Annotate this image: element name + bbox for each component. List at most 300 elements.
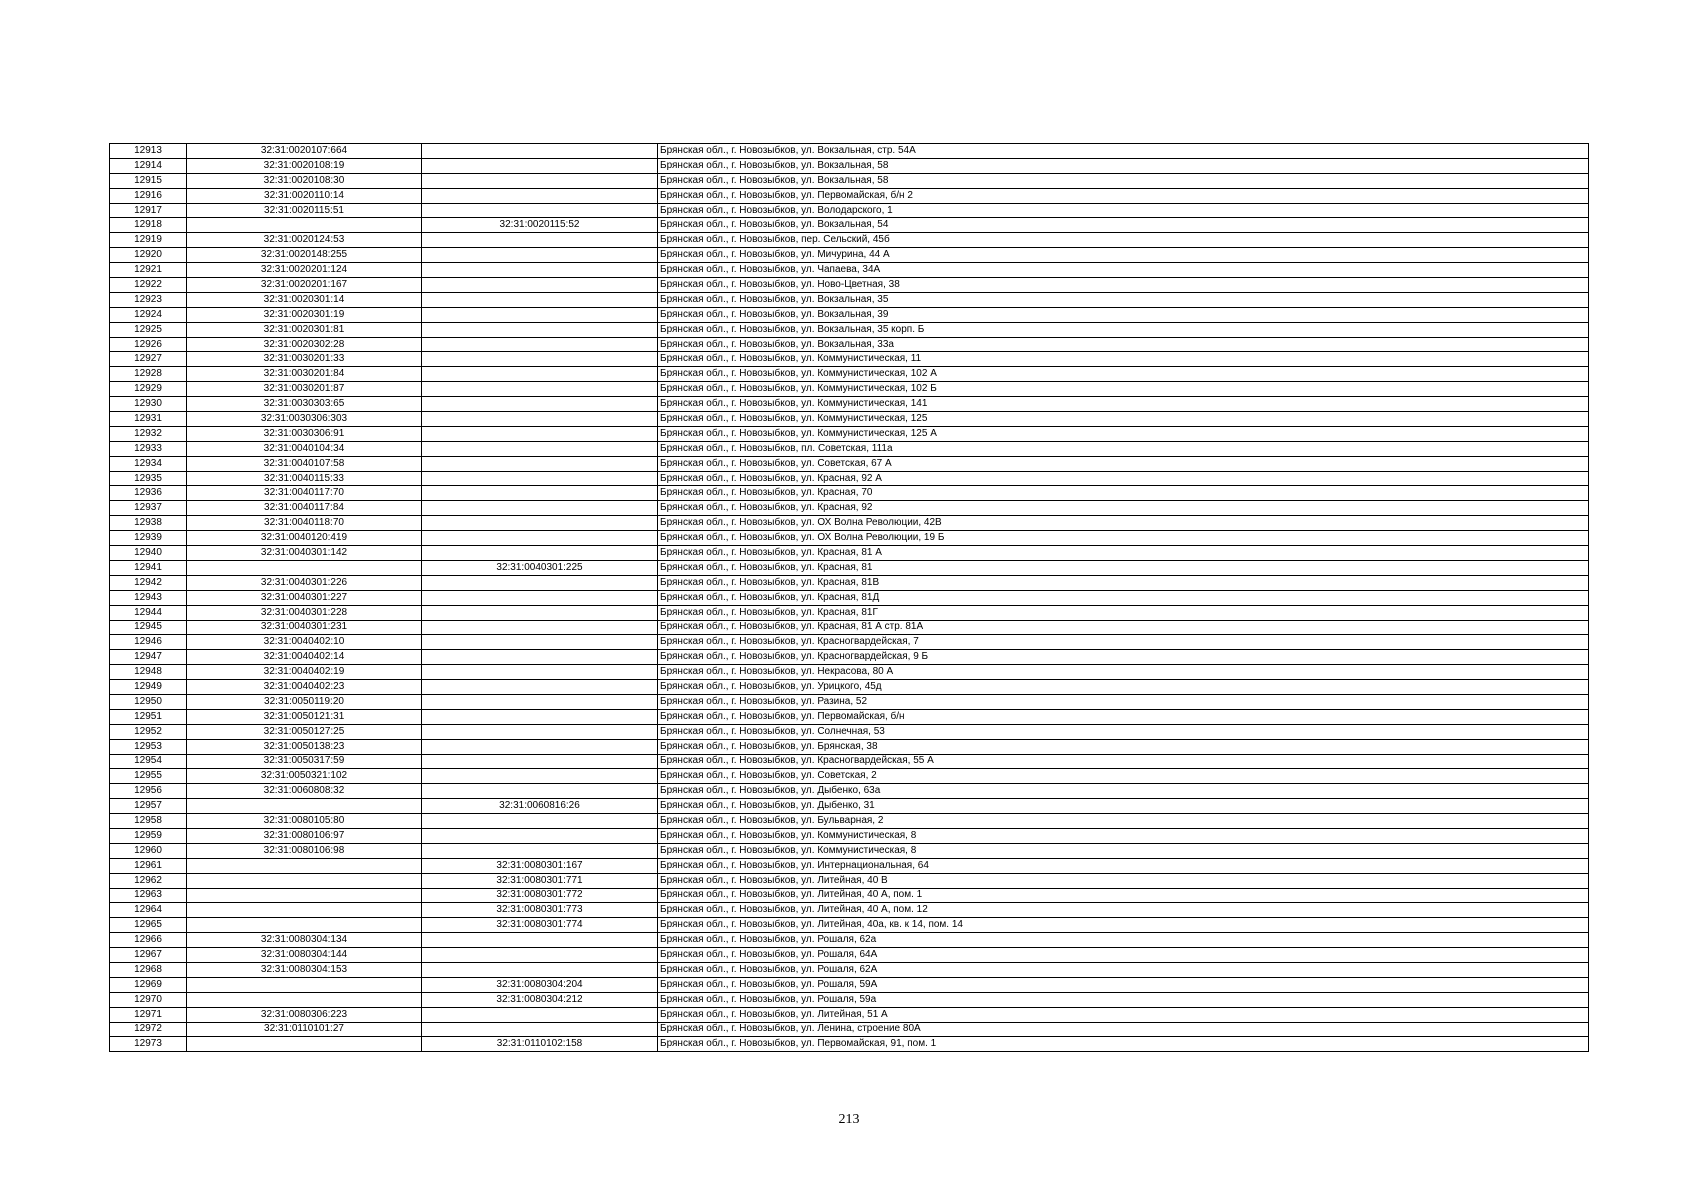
table-row [110, 397, 1589, 412]
row-number-cell: 12918 [110, 218, 187, 233]
address-cell: Брянская обл., г. Новозыбков, ул. Литейная, 40 А, пом. 1 [658, 888, 1589, 903]
cadastral-number-alt-cell [422, 739, 658, 754]
cadastral-number-alt-cell [422, 590, 658, 605]
table-row [110, 590, 1589, 605]
table-row [110, 292, 1589, 307]
table-row [110, 307, 1589, 322]
row-number-cell: 12959 [110, 828, 187, 843]
address-cell: Брянская обл., г. Новозыбков, ул. Дыбенко, 31 [658, 799, 1589, 814]
address-cell: Брянская обл., г. Новозыбков, ул. Рошаля, 59А [658, 977, 1589, 992]
row-number-cell: 12942 [110, 575, 187, 590]
table-row [110, 605, 1589, 620]
cadastral-number-alt-cell [422, 307, 658, 322]
row-number-cell: 12969 [110, 977, 187, 992]
address-cell: Брянская обл., г. Новозыбков, ул. Советская, 67 А [658, 456, 1589, 471]
cadastral-number-cell: 32:31:0080106:97 [187, 828, 422, 843]
table-row [110, 828, 1589, 843]
cadastral-number-alt-cell [422, 397, 658, 412]
address-cell: Брянская обл., г. Новозыбков, ул. Чапаева, 34А [658, 263, 1589, 278]
address-cell: Брянская обл., г. Новозыбков, ул. Коммунистическая, 8 [658, 843, 1589, 858]
address-cell: Брянская обл., г. Новозыбков, ул. Красногвардейская, 7 [658, 635, 1589, 650]
cadastral-number-alt-cell [422, 784, 658, 799]
row-number-cell: 12929 [110, 382, 187, 397]
cadastral-number-cell: 32:31:0110101:27 [187, 1022, 422, 1037]
address-cell: Брянская обл., г. Новозыбков, ул. Коммунистическая, 8 [658, 828, 1589, 843]
cadastral-number-cell: 32:31:0040301:227 [187, 590, 422, 605]
row-number-cell: 12922 [110, 278, 187, 293]
cadastral-number-cell: 32:31:0040402:23 [187, 680, 422, 695]
table-row [110, 1037, 1589, 1052]
cadastral-number-alt-cell [422, 694, 658, 709]
row-number-cell: 12943 [110, 590, 187, 605]
address-cell: Брянская обл., г. Новозыбков, ул. Дыбенко, 63а [658, 784, 1589, 799]
table-row [110, 278, 1589, 293]
cadastral-number-alt-cell [422, 665, 658, 680]
row-number-cell: 12935 [110, 471, 187, 486]
cadastral-number-cell: 32:31:0080304:144 [187, 948, 422, 963]
cadastral-number-cell [187, 903, 422, 918]
table-row [110, 933, 1589, 948]
row-number-cell: 12970 [110, 992, 187, 1007]
cadastral-number-cell: 32:31:0020201:124 [187, 263, 422, 278]
address-cell: Брянская обл., г. Новозыбков, ул. Володарского, 1 [658, 203, 1589, 218]
cadastral-number-cell [187, 218, 422, 233]
row-number-cell: 12972 [110, 1022, 187, 1037]
table-row [110, 337, 1589, 352]
cadastral-number-cell: 32:31:0050127:25 [187, 724, 422, 739]
cadastral-number-cell: 32:31:0020302:28 [187, 337, 422, 352]
cadastral-number-cell: 32:31:0040104:34 [187, 441, 422, 456]
row-number-cell: 12964 [110, 903, 187, 918]
address-cell: Брянская обл., г. Новозыбков, ул. Литейная, 40 А, пом. 12 [658, 903, 1589, 918]
cadastral-number-alt-cell: 32:31:0080304:212 [422, 992, 658, 1007]
cadastral-number-alt-cell [422, 173, 658, 188]
cadastral-number-cell [187, 560, 422, 575]
cadastral-number-alt-cell [422, 367, 658, 382]
table-row [110, 441, 1589, 456]
cadastral-number-alt-cell [422, 546, 658, 561]
table-row [110, 918, 1589, 933]
table-row [110, 903, 1589, 918]
address-cell: Брянская обл., г. Новозыбков, ул. Ленина, строение 80А [658, 1022, 1589, 1037]
address-cell: Брянская обл., г. Новозыбков, ул. ОХ Волна Революции, 42В [658, 516, 1589, 531]
address-cell: Брянская обл., г. Новозыбков, ул. Коммунистическая, 102 А [658, 367, 1589, 382]
address-cell: Брянская обл., г. Новозыбков, ул. Вокзальная, 35 [658, 292, 1589, 307]
address-cell: Брянская обл., г. Новозыбков, пер. Сельский, 45б [658, 233, 1589, 248]
table-row [110, 799, 1589, 814]
cadastral-number-alt-cell [422, 575, 658, 590]
cadastral-number-cell: 32:31:0020201:167 [187, 278, 422, 293]
row-number-cell: 12968 [110, 962, 187, 977]
address-cell: Брянская обл., г. Новозыбков, ул. Литейная, 40 В [658, 873, 1589, 888]
address-cell: Брянская обл., г. Новозыбков, ул. Интернациональная, 64 [658, 858, 1589, 873]
cadastral-number-cell [187, 799, 422, 814]
address-cell: Брянская обл., г. Новозыбков, ул. Ново-Цветная, 38 [658, 278, 1589, 293]
row-number-cell: 12966 [110, 933, 187, 948]
table-row [110, 501, 1589, 516]
cadastral-number-alt-cell [422, 248, 658, 263]
cadastral-number-alt-cell [422, 754, 658, 769]
table-row [110, 977, 1589, 992]
row-number-cell: 12930 [110, 397, 187, 412]
address-cell: Брянская обл., г. Новозыбков, ул. Красная, 81Д [658, 590, 1589, 605]
address-cell: Брянская обл., г. Новозыбков, ул. Первомайская, 91, пом. 1 [658, 1037, 1589, 1052]
cadastral-number-cell [187, 858, 422, 873]
cadastral-number-cell: 32:31:0040117:84 [187, 501, 422, 516]
address-cell: Брянская обл., г. Новозыбков, ул. Первомайская, б/н [658, 709, 1589, 724]
cadastral-number-cell: 32:31:0030303:65 [187, 397, 422, 412]
cadastral-number-alt-cell [422, 962, 658, 977]
cadastral-number-cell: 32:31:0030201:84 [187, 367, 422, 382]
cadastral-number-alt-cell [422, 1007, 658, 1022]
address-cell: Брянская обл., г. Новозыбков, ул. Литейная, 40а, кв. к 14, пом. 14 [658, 918, 1589, 933]
row-number-cell: 12958 [110, 814, 187, 829]
table-row [110, 620, 1589, 635]
cadastral-number-cell: 32:31:0040117:70 [187, 486, 422, 501]
page-number: 213 [838, 1112, 860, 1127]
table-row [110, 367, 1589, 382]
cadastral-number-alt-cell [422, 843, 658, 858]
cadastral-number-alt-cell: 32:31:0060816:26 [422, 799, 658, 814]
row-number-cell: 12949 [110, 680, 187, 695]
row-number-cell: 12952 [110, 724, 187, 739]
cadastral-number-cell: 32:31:0040402:14 [187, 650, 422, 665]
table-row [110, 858, 1589, 873]
cadastral-number-alt-cell [422, 203, 658, 218]
table-row [110, 188, 1589, 203]
address-cell: Брянская обл., г. Новозыбков, ул. Красная, 92 А [658, 471, 1589, 486]
cadastral-number-cell: 32:31:0030201:33 [187, 352, 422, 367]
table-row [110, 992, 1589, 1007]
cadastral-number-cell: 32:31:0020148:255 [187, 248, 422, 263]
address-cell: Брянская обл., г. Новозыбков, ул. Вокзальная, 33а [658, 337, 1589, 352]
cadastral-number-cell [187, 918, 422, 933]
cadastral-number-alt-cell: 32:31:0080301:167 [422, 858, 658, 873]
table-row [110, 412, 1589, 427]
cadastral-number-alt-cell [422, 933, 658, 948]
cadastral-number-cell: 32:31:0020108:19 [187, 158, 422, 173]
address-cell: Брянская обл., г. Новозыбков, ул. Коммунистическая, 141 [658, 397, 1589, 412]
row-number-cell: 12934 [110, 456, 187, 471]
cadastral-number-cell: 32:31:0020115:51 [187, 203, 422, 218]
cadastral-number-cell: 32:31:0050119:20 [187, 694, 422, 709]
address-cell: Брянская обл., г. Новозыбков, ул. Рошаля, 62а [658, 933, 1589, 948]
row-number-cell: 12941 [110, 560, 187, 575]
cadastral-number-alt-cell [422, 412, 658, 427]
cadastral-number-cell: 32:31:0020124:53 [187, 233, 422, 248]
table-row [110, 635, 1589, 650]
row-number-cell: 12924 [110, 307, 187, 322]
address-cell: Брянская обл., г. Новозыбков, ул. Красная, 81 А стр. 81А [658, 620, 1589, 635]
table-row [110, 888, 1589, 903]
address-cell: Брянская обл., г. Новозыбков, ул. Коммунистическая, 125 [658, 412, 1589, 427]
row-number-cell: 12928 [110, 367, 187, 382]
cadastral-number-alt-cell [422, 516, 658, 531]
address-cell: Брянская обл., г. Новозыбков, ул. Вокзальная, 54 [658, 218, 1589, 233]
row-number-cell: 12971 [110, 1007, 187, 1022]
row-number-cell: 12913 [110, 144, 187, 159]
cadastral-number-alt-cell [422, 709, 658, 724]
row-number-cell: 12963 [110, 888, 187, 903]
cadastral-number-cell: 32:31:0040115:33 [187, 471, 422, 486]
address-cell: Брянская обл., г. Новозыбков, ул. Рошаля, 62А [658, 962, 1589, 977]
row-number-cell: 12919 [110, 233, 187, 248]
cadastral-number-alt-cell [422, 620, 658, 635]
cadastral-number-cell: 32:31:0030201:87 [187, 382, 422, 397]
table-row [110, 486, 1589, 501]
address-cell: Брянская обл., г. Новозыбков, ул. Рошаля, 64А [658, 948, 1589, 963]
cadastral-number-cell: 32:31:0080106:98 [187, 843, 422, 858]
cadastral-number-cell: 32:31:0060808:32 [187, 784, 422, 799]
table-row [110, 769, 1589, 784]
address-cell: Брянская обл., г. Новозыбков, ул. Красная, 81Г [658, 605, 1589, 620]
cadastral-number-alt-cell [422, 292, 658, 307]
cadastral-number-alt-cell: 32:31:0080301:774 [422, 918, 658, 933]
cadastral-number-cell: 32:31:0040301:142 [187, 546, 422, 561]
row-number-cell: 12937 [110, 501, 187, 516]
cadastral-number-alt-cell: 32:31:0040301:225 [422, 560, 658, 575]
table-row [110, 263, 1589, 278]
row-number-cell: 12967 [110, 948, 187, 963]
address-cell: Брянская обл., г. Новозыбков, ул. Мичурина, 44 А [658, 248, 1589, 263]
cadastral-number-alt-cell [422, 426, 658, 441]
row-number-cell: 12955 [110, 769, 187, 784]
row-number-cell: 12947 [110, 650, 187, 665]
row-number-cell: 12957 [110, 799, 187, 814]
row-number-cell: 12931 [110, 412, 187, 427]
cadastral-number-cell [187, 873, 422, 888]
row-number-cell: 12921 [110, 263, 187, 278]
row-number-cell: 12960 [110, 843, 187, 858]
table-row [110, 248, 1589, 263]
cadastral-number-alt-cell: 32:31:0110102:158 [422, 1037, 658, 1052]
cadastral-number-cell [187, 888, 422, 903]
cadastral-number-alt-cell: 32:31:0020115:52 [422, 218, 658, 233]
table-row [110, 680, 1589, 695]
cadastral-number-alt-cell [422, 650, 658, 665]
row-number-cell: 12915 [110, 173, 187, 188]
cadastral-number-alt-cell [422, 724, 658, 739]
row-number-cell: 12940 [110, 546, 187, 561]
cadastral-number-cell: 32:31:0030306:303 [187, 412, 422, 427]
cadastral-number-cell: 32:31:0020108:30 [187, 173, 422, 188]
row-number-cell: 12939 [110, 531, 187, 546]
address-cell: Брянская обл., г. Новозыбков, ул. Коммунистическая, 102 Б [658, 382, 1589, 397]
row-number-cell: 12945 [110, 620, 187, 635]
table-row [110, 784, 1589, 799]
table-row [110, 382, 1589, 397]
table-row [110, 724, 1589, 739]
table-row [110, 873, 1589, 888]
address-cell: Брянская обл., г. Новозыбков, ул. Брянская, 38 [658, 739, 1589, 754]
table-row [110, 754, 1589, 769]
cadastral-number-cell: 32:31:0080306:223 [187, 1007, 422, 1022]
row-number-cell: 12914 [110, 158, 187, 173]
table-row [110, 1022, 1589, 1037]
table-row [110, 665, 1589, 680]
address-cell: Брянская обл., г. Новозыбков, ул. Литейная, 51 А [658, 1007, 1589, 1022]
cadastral-number-cell: 32:31:0040118:70 [187, 516, 422, 531]
cadastral-number-cell: 32:31:0040402:10 [187, 635, 422, 650]
cadastral-number-cell: 32:31:0020301:19 [187, 307, 422, 322]
table-row [110, 650, 1589, 665]
address-cell: Брянская обл., г. Новозыбков, ул. Вокзальная, 58 [658, 158, 1589, 173]
cadastral-number-alt-cell [422, 1022, 658, 1037]
row-number-cell: 12944 [110, 605, 187, 620]
registry-body [110, 144, 1589, 1052]
cadastral-number-cell: 32:31:0080304:134 [187, 933, 422, 948]
cadastral-number-alt-cell [422, 382, 658, 397]
row-number-cell: 12965 [110, 918, 187, 933]
cadastral-number-cell [187, 977, 422, 992]
cadastral-number-cell: 32:31:0080105:80 [187, 814, 422, 829]
row-number-cell: 12923 [110, 292, 187, 307]
row-number-cell: 12962 [110, 873, 187, 888]
row-number-cell: 12946 [110, 635, 187, 650]
table-row [110, 694, 1589, 709]
table-row [110, 173, 1589, 188]
row-number-cell: 12926 [110, 337, 187, 352]
table-row [110, 1007, 1589, 1022]
table-row [110, 560, 1589, 575]
cadastral-number-alt-cell [422, 233, 658, 248]
table-row [110, 709, 1589, 724]
table-row [110, 516, 1589, 531]
cadastral-number-cell: 32:31:0030306:91 [187, 426, 422, 441]
row-number-cell: 12954 [110, 754, 187, 769]
row-number-cell: 12933 [110, 441, 187, 456]
address-cell: Брянская обл., г. Новозыбков, ул. Разина, 52 [658, 694, 1589, 709]
table-row [110, 575, 1589, 590]
row-number-cell: 12956 [110, 784, 187, 799]
table-row [110, 739, 1589, 754]
cadastral-number-cell: 32:31:0040301:231 [187, 620, 422, 635]
cadastral-number-alt-cell: 32:31:0080301:773 [422, 903, 658, 918]
row-number-cell: 12936 [110, 486, 187, 501]
row-number-cell: 12953 [110, 739, 187, 754]
cadastral-number-cell: 32:31:0040301:228 [187, 605, 422, 620]
table-row [110, 352, 1589, 367]
table-row [110, 814, 1589, 829]
cadastral-number-cell: 32:31:0020301:81 [187, 322, 422, 337]
address-cell: Брянская обл., г. Новозыбков, ул. Красная, 70 [658, 486, 1589, 501]
cadastral-number-alt-cell [422, 486, 658, 501]
table-row [110, 843, 1589, 858]
cadastral-number-cell: 32:31:0020301:14 [187, 292, 422, 307]
address-cell: Брянская обл., г. Новозыбков, пл. Советская, 111а [658, 441, 1589, 456]
cadastral-number-cell: 32:31:0020110:14 [187, 188, 422, 203]
cadastral-number-alt-cell [422, 278, 658, 293]
address-cell: Брянская обл., г. Новозыбков, ул. Первомайская, б/н 2 [658, 188, 1589, 203]
address-cell: Брянская обл., г. Новозыбков, ул. Бульварная, 2 [658, 814, 1589, 829]
cadastral-number-alt-cell: 32:31:0080301:772 [422, 888, 658, 903]
row-number-cell: 12925 [110, 322, 187, 337]
cadastral-number-alt-cell [422, 144, 658, 159]
table-row [110, 531, 1589, 546]
row-number-cell: 12948 [110, 665, 187, 680]
address-cell: Брянская обл., г. Новозыбков, ул. Некрасова, 80 А [658, 665, 1589, 680]
cadastral-number-cell: 32:31:0050121:31 [187, 709, 422, 724]
table-row [110, 546, 1589, 561]
table-row [110, 322, 1589, 337]
address-cell: Брянская обл., г. Новозыбков, ул. Вокзальная, стр. 54А [658, 144, 1589, 159]
address-cell: Брянская обл., г. Новозыбков, ул. Солнечная, 53 [658, 724, 1589, 739]
cadastral-number-alt-cell [422, 769, 658, 784]
cadastral-number-cell [187, 992, 422, 1007]
cadastral-number-alt-cell [422, 263, 658, 278]
cadastral-number-alt-cell [422, 828, 658, 843]
cadastral-number-alt-cell [422, 605, 658, 620]
cadastral-number-alt-cell [422, 352, 658, 367]
address-cell: Брянская обл., г. Новозыбков, ул. Красногвардейская, 55 А [658, 754, 1589, 769]
row-number-cell: 12950 [110, 694, 187, 709]
table-row [110, 948, 1589, 963]
row-number-cell: 12961 [110, 858, 187, 873]
row-number-cell: 12917 [110, 203, 187, 218]
table-row [110, 456, 1589, 471]
cadastral-number-alt-cell [422, 322, 658, 337]
table-row [110, 471, 1589, 486]
cadastral-number-alt-cell [422, 814, 658, 829]
cadastral-number-cell: 32:31:0040402:19 [187, 665, 422, 680]
address-cell: Брянская обл., г. Новозыбков, ул. ОХ Волна Революции, 19 Б [658, 531, 1589, 546]
address-cell: Брянская обл., г. Новозыбков, ул. Красная, 92 [658, 501, 1589, 516]
cadastral-number-alt-cell [422, 531, 658, 546]
cadastral-number-cell: 32:31:0050321:102 [187, 769, 422, 784]
cadastral-number-alt-cell [422, 441, 658, 456]
cadastral-number-cell [187, 1037, 422, 1052]
row-number-cell: 12927 [110, 352, 187, 367]
cadastral-number-alt-cell [422, 456, 658, 471]
cadastral-number-alt-cell [422, 948, 658, 963]
cadastral-number-alt-cell [422, 635, 658, 650]
row-number-cell: 12973 [110, 1037, 187, 1052]
table-row [110, 426, 1589, 441]
cadastral-number-cell: 32:31:0080304:153 [187, 962, 422, 977]
table-row [110, 233, 1589, 248]
registry-table [109, 143, 1589, 1052]
cadastral-number-cell: 32:31:0040120:419 [187, 531, 422, 546]
row-number-cell: 12951 [110, 709, 187, 724]
cadastral-number-alt-cell [422, 337, 658, 352]
cadastral-number-cell: 32:31:0020107:664 [187, 144, 422, 159]
cadastral-number-cell: 32:31:0040107:58 [187, 456, 422, 471]
address-cell: Брянская обл., г. Новозыбков, ул. Урицкого, 45д [658, 680, 1589, 695]
cadastral-number-alt-cell [422, 501, 658, 516]
table-row [110, 144, 1589, 159]
cadastral-number-alt-cell [422, 471, 658, 486]
address-cell: Брянская обл., г. Новозыбков, ул. Красная, 81В [658, 575, 1589, 590]
cadastral-number-alt-cell: 32:31:0080301:771 [422, 873, 658, 888]
row-number-cell: 12932 [110, 426, 187, 441]
address-cell: Брянская обл., г. Новозыбков, ул. Рошаля, 59а [658, 992, 1589, 1007]
address-cell: Брянская обл., г. Новозыбков, ул. Красная, 81 А [658, 546, 1589, 561]
address-cell: Брянская обл., г. Новозыбков, ул. Коммунистическая, 125 А [658, 426, 1589, 441]
row-number-cell: 12938 [110, 516, 187, 531]
cadastral-number-alt-cell [422, 680, 658, 695]
address-cell: Брянская обл., г. Новозыбков, ул. Красная, 81 [658, 560, 1589, 575]
table-row [110, 158, 1589, 173]
table-row [110, 203, 1589, 218]
address-cell: Брянская обл., г. Новозыбков, ул. Красногвардейская, 9 Б [658, 650, 1589, 665]
address-cell: Брянская обл., г. Новозыбков, ул. Коммунистическая, 11 [658, 352, 1589, 367]
cadastral-number-cell: 32:31:0040301:226 [187, 575, 422, 590]
row-number-cell: 12916 [110, 188, 187, 203]
address-cell: Брянская обл., г. Новозыбков, ул. Вокзальная, 58 [658, 173, 1589, 188]
table-row [110, 218, 1589, 233]
address-cell: Брянская обл., г. Новозыбков, ул. Советская, 2 [658, 769, 1589, 784]
address-cell: Брянская обл., г. Новозыбков, ул. Вокзальная, 39 [658, 307, 1589, 322]
